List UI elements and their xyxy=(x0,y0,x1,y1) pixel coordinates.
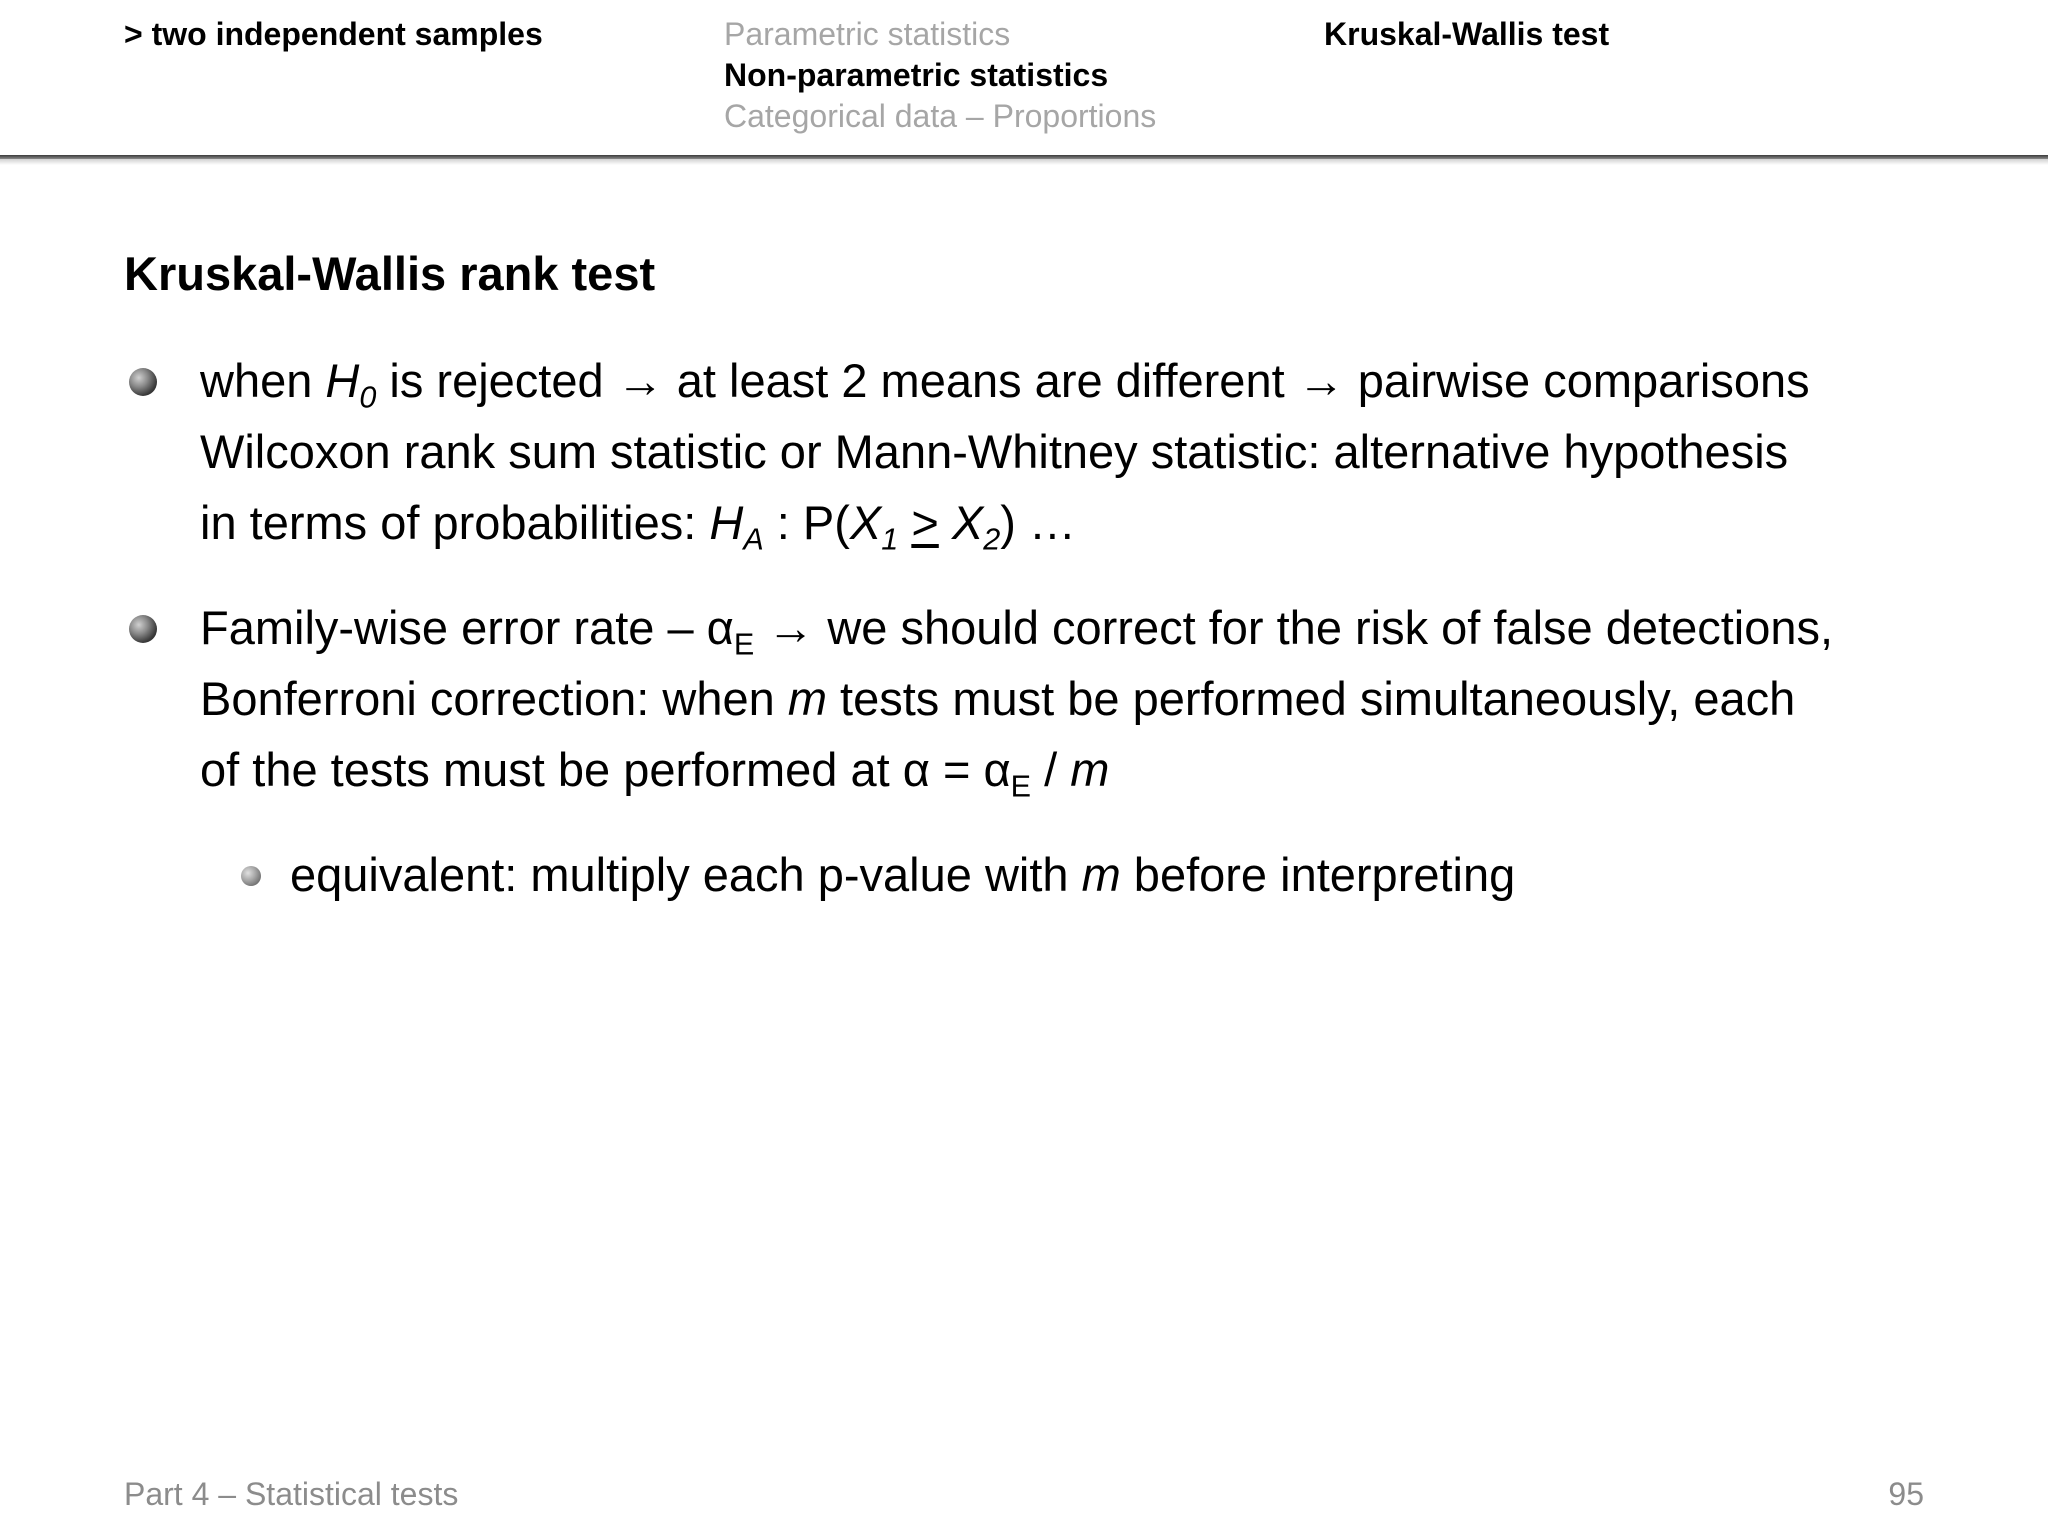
nav-item-parametric: Parametric statistics xyxy=(724,16,1011,52)
section-label: > two independent samples xyxy=(124,16,543,52)
footer-part-label: Part 4 – Statistical tests xyxy=(124,1476,459,1512)
bullet-line: Wilcoxon rank sum statistic or Mann-Whitney statistic: alternative hypothesis xyxy=(200,425,1789,478)
bullet-line: in terms of probabilities: $H_A$ : $P(X_1 > X_2)$ … xyxy=(200,496,1076,557)
current-topic: Kruskal-Wallis test xyxy=(1324,16,1610,52)
bullet-line: Family-wise error rate – $\alpha_E$ → we should correct for the risk of false detections, xyxy=(200,601,1834,662)
bullet-line: of the tests must be performed at $\alpha = \alpha_E / m$ xyxy=(200,743,1110,804)
topic-navigation xyxy=(724,14,1156,137)
nav-item-categorical: Categorical data – Proportions xyxy=(724,98,1157,134)
bullet-family-wise-error xyxy=(200,592,2000,805)
bullet-line: Bonferroni correction: when m tests must be performed simultaneously, each xyxy=(200,672,1796,725)
bullet-icon xyxy=(129,368,157,396)
sub-bullet-icon xyxy=(241,866,261,886)
slide-header xyxy=(0,0,2048,155)
bullet-kruskal-rejection xyxy=(200,345,2000,558)
slide-title: Kruskal-Wallis rank test xyxy=(124,247,656,300)
page-number: 95 xyxy=(1888,1476,1924,1512)
bullet-icon xyxy=(129,615,157,643)
header-divider-shadow xyxy=(0,159,2048,165)
sub-bullet-equivalent: equivalent: multiply each p-value with m before interpreting xyxy=(290,848,1516,901)
bullet-line: when $H_0$ is rejected → at least 2 means are different → pairwise comparisons xyxy=(200,354,1810,415)
nav-item-non-parametric: Non-parametric statistics xyxy=(724,57,1109,93)
